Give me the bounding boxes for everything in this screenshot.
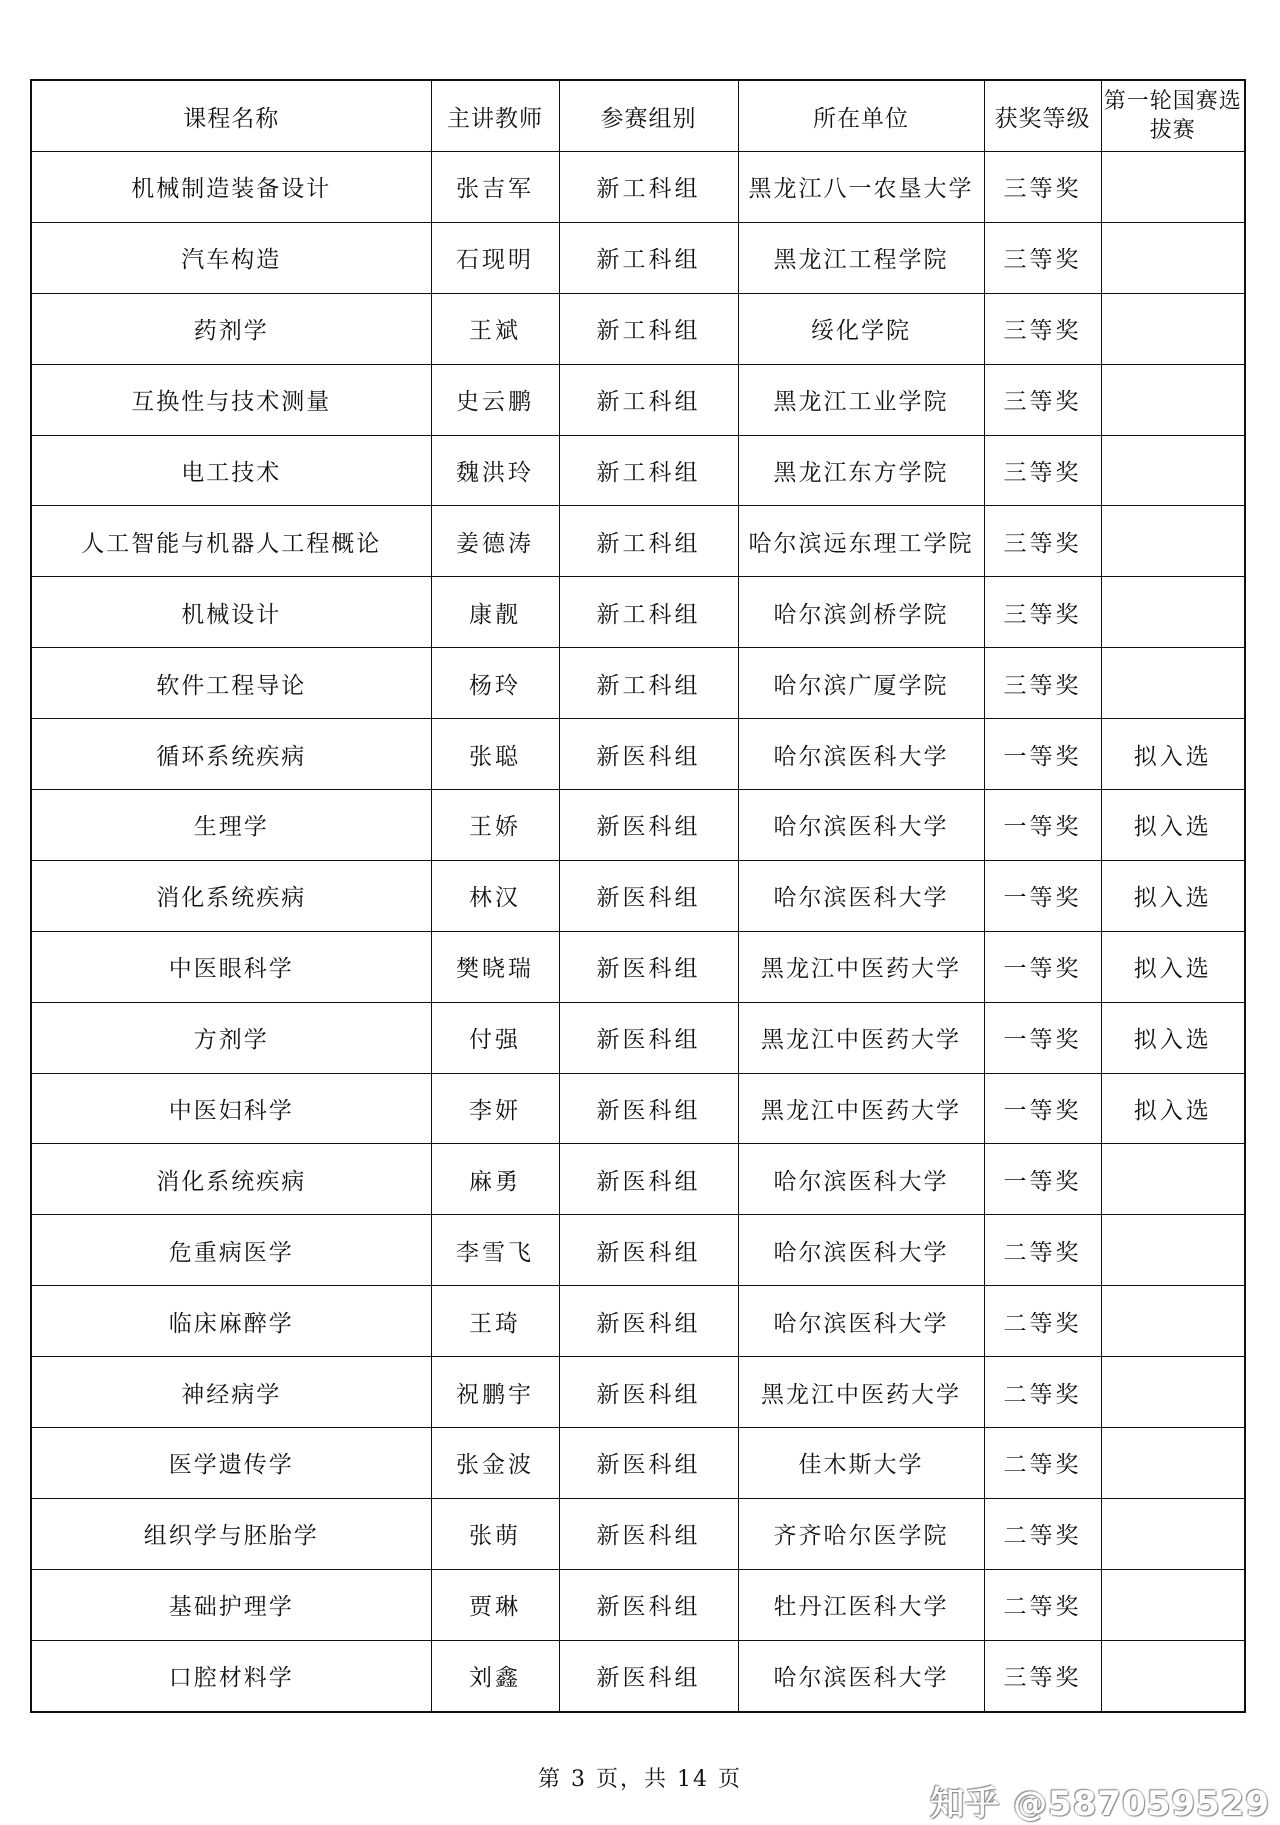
- cell-teacher: 李妍: [431, 1073, 559, 1144]
- watermark: 知乎 @587059529: [930, 1784, 1270, 1824]
- cell-national: [1101, 1640, 1245, 1711]
- header-row: [31, 80, 1245, 152]
- cell-teacher: 贾琳: [431, 1569, 559, 1640]
- cell-national: [1101, 1144, 1245, 1215]
- cell-unit: 哈尔滨医科大学: [738, 1286, 984, 1357]
- award-table: [30, 79, 1246, 1713]
- table-row: [31, 1215, 1245, 1286]
- cell-teacher: 石现明: [431, 222, 559, 293]
- table-row: [31, 1640, 1245, 1711]
- cell-course: 机械设计: [31, 577, 431, 648]
- table-row: [31, 506, 1245, 577]
- cell-group: 新医科组: [559, 1640, 738, 1711]
- cell-unit: 黑龙江东方学院: [738, 435, 984, 506]
- table-row: [31, 719, 1245, 790]
- cell-group: 新工科组: [559, 648, 738, 719]
- cell-award: 一等奖: [984, 1144, 1101, 1215]
- cell-award: 二等奖: [984, 1215, 1101, 1286]
- cell-teacher: 姜德涛: [431, 506, 559, 577]
- cell-unit: 哈尔滨医科大学: [738, 1144, 984, 1215]
- cell-course: 人工智能与机器人工程概论: [31, 506, 431, 577]
- cell-teacher: 魏洪玲: [431, 435, 559, 506]
- cell-award: 二等奖: [984, 1498, 1101, 1569]
- cell-course: 基础护理学: [31, 1569, 431, 1640]
- cell-teacher: 樊晓瑞: [431, 931, 559, 1002]
- cell-national: 拟入选: [1101, 1073, 1245, 1144]
- cell-group: 新医科组: [559, 1144, 738, 1215]
- cell-teacher: 张聪: [431, 719, 559, 790]
- cell-teacher: 张金波: [431, 1428, 559, 1499]
- cell-unit: 黑龙江八一农垦大学: [738, 152, 984, 223]
- cell-award: 三等奖: [984, 648, 1101, 719]
- cell-course: 中医妇科学: [31, 1073, 431, 1144]
- cell-group: 新工科组: [559, 364, 738, 435]
- cell-unit: 哈尔滨剑桥学院: [738, 577, 984, 648]
- cell-unit: 黑龙江中医药大学: [738, 1073, 984, 1144]
- cell-national: [1101, 506, 1245, 577]
- header-national: 第一轮国赛选拔赛: [1101, 80, 1245, 152]
- cell-course: 消化系统疾病: [31, 860, 431, 931]
- cell-award: 三等奖: [984, 364, 1101, 435]
- cell-course: 机械制造装备设计: [31, 152, 431, 223]
- header-group: 参赛组别: [559, 80, 738, 152]
- cell-national: [1101, 293, 1245, 364]
- cell-teacher: 王琦: [431, 1286, 559, 1357]
- cell-group: 新工科组: [559, 577, 738, 648]
- cell-course: 医学遗传学: [31, 1428, 431, 1499]
- cell-unit: 黑龙江工程学院: [738, 222, 984, 293]
- cell-group: 新工科组: [559, 293, 738, 364]
- cell-course: 电工技术: [31, 435, 431, 506]
- cell-teacher: 刘鑫: [431, 1640, 559, 1711]
- cell-course: 汽车构造: [31, 222, 431, 293]
- table-row: [31, 1428, 1245, 1499]
- header-course: 课程名称: [31, 80, 431, 152]
- cell-unit: 黑龙江工业学院: [738, 364, 984, 435]
- cell-national: [1101, 1286, 1245, 1357]
- cell-award: 一等奖: [984, 719, 1101, 790]
- cell-unit: 绥化学院: [738, 293, 984, 364]
- cell-course: 中医眼科学: [31, 931, 431, 1002]
- cell-teacher: 祝鹏宇: [431, 1357, 559, 1428]
- cell-national: 拟入选: [1101, 931, 1245, 1002]
- cell-group: 新医科组: [559, 1498, 738, 1569]
- table-row: [31, 1569, 1245, 1640]
- cell-teacher: 杨玲: [431, 648, 559, 719]
- page-number: 第 3 页，共 14 页: [538, 1767, 742, 1792]
- cell-group: 新医科组: [559, 1073, 738, 1144]
- cell-award: 一等奖: [984, 1002, 1101, 1073]
- cell-group: 新工科组: [559, 222, 738, 293]
- cell-unit: 黑龙江中医药大学: [738, 1002, 984, 1073]
- cell-award: 一等奖: [984, 931, 1101, 1002]
- table-row: [31, 1498, 1245, 1569]
- cell-unit: 哈尔滨医科大学: [738, 860, 984, 931]
- cell-unit: 哈尔滨医科大学: [738, 1640, 984, 1711]
- table-row: [31, 1286, 1245, 1357]
- cell-course: 口腔材料学: [31, 1640, 431, 1711]
- cell-award: 二等奖: [984, 1428, 1101, 1499]
- table-row: [31, 860, 1245, 931]
- cell-group: 新医科组: [559, 790, 738, 861]
- cell-teacher: 史云鹏: [431, 364, 559, 435]
- cell-award: 二等奖: [984, 1569, 1101, 1640]
- cell-national: 拟入选: [1101, 790, 1245, 861]
- cell-teacher: 王斌: [431, 293, 559, 364]
- table-row: [31, 790, 1245, 861]
- cell-teacher: 林汉: [431, 860, 559, 931]
- cell-course: 危重病医学: [31, 1215, 431, 1286]
- cell-award: 一等奖: [984, 860, 1101, 931]
- table-row: [31, 1002, 1245, 1073]
- cell-group: 新医科组: [559, 1002, 738, 1073]
- header-teacher: 主讲教师: [431, 80, 559, 152]
- table-row: [31, 364, 1245, 435]
- cell-unit: 哈尔滨医科大学: [738, 1215, 984, 1286]
- cell-unit: 齐齐哈尔医学院: [738, 1498, 984, 1569]
- cell-national: [1101, 1215, 1245, 1286]
- cell-national: [1101, 364, 1245, 435]
- cell-teacher: 康靓: [431, 577, 559, 648]
- table-row: [31, 1073, 1245, 1144]
- cell-group: 新医科组: [559, 860, 738, 931]
- cell-unit: 哈尔滨广厦学院: [738, 648, 984, 719]
- table-row: [31, 577, 1245, 648]
- cell-unit: 哈尔滨远东理工学院: [738, 506, 984, 577]
- cell-unit: 佳木斯大学: [738, 1428, 984, 1499]
- cell-award: 一等奖: [984, 1073, 1101, 1144]
- cell-national: [1101, 435, 1245, 506]
- cell-course: 消化系统疾病: [31, 1144, 431, 1215]
- cell-award: 三等奖: [984, 577, 1101, 648]
- header-award: 获奖等级: [984, 80, 1101, 152]
- cell-group: 新医科组: [559, 719, 738, 790]
- cell-award: 三等奖: [984, 222, 1101, 293]
- cell-unit: 哈尔滨医科大学: [738, 719, 984, 790]
- cell-national: [1101, 1569, 1245, 1640]
- cell-award: 三等奖: [984, 1640, 1101, 1711]
- cell-unit: 哈尔滨医科大学: [738, 790, 984, 861]
- cell-teacher: 王娇: [431, 790, 559, 861]
- cell-group: 新工科组: [559, 506, 738, 577]
- cell-teacher: 李雪飞: [431, 1215, 559, 1286]
- cell-award: 三等奖: [984, 152, 1101, 223]
- cell-teacher: 张萌: [431, 1498, 559, 1569]
- cell-group: 新医科组: [559, 931, 738, 1002]
- cell-course: 互换性与技术测量: [31, 364, 431, 435]
- header-unit: 所在单位: [738, 80, 984, 152]
- table-row: [31, 222, 1245, 293]
- table-row: [31, 435, 1245, 506]
- table-row: [31, 1144, 1245, 1215]
- cell-national: [1101, 577, 1245, 648]
- cell-national: [1101, 648, 1245, 719]
- cell-national: 拟入选: [1101, 1002, 1245, 1073]
- cell-unit: 黑龙江中医药大学: [738, 931, 984, 1002]
- cell-national: [1101, 1428, 1245, 1499]
- cell-award: 三等奖: [984, 435, 1101, 506]
- table-row: [31, 931, 1245, 1002]
- cell-course: 神经病学: [31, 1357, 431, 1428]
- table-row: [31, 1357, 1245, 1428]
- cell-national: [1101, 1498, 1245, 1569]
- cell-course: 软件工程导论: [31, 648, 431, 719]
- cell-course: 药剂学: [31, 293, 431, 364]
- table-body: [31, 152, 1245, 1712]
- cell-course: 生理学: [31, 790, 431, 861]
- cell-teacher: 付强: [431, 1002, 559, 1073]
- cell-group: 新医科组: [559, 1428, 738, 1499]
- cell-unit: 牡丹江医科大学: [738, 1569, 984, 1640]
- cell-national: 拟入选: [1101, 860, 1245, 931]
- cell-award: 一等奖: [984, 790, 1101, 861]
- cell-group: 新医科组: [559, 1569, 738, 1640]
- cell-course: 方剂学: [31, 1002, 431, 1073]
- cell-group: 新医科组: [559, 1215, 738, 1286]
- cell-award: 三等奖: [984, 506, 1101, 577]
- cell-course: 组织学与胚胎学: [31, 1498, 431, 1569]
- cell-group: 新工科组: [559, 435, 738, 506]
- cell-national: 拟入选: [1101, 719, 1245, 790]
- cell-course: 循环系统疾病: [31, 719, 431, 790]
- cell-group: 新医科组: [559, 1286, 738, 1357]
- cell-national: [1101, 152, 1245, 223]
- cell-group: 新医科组: [559, 1357, 738, 1428]
- cell-group: 新工科组: [559, 152, 738, 223]
- cell-award: 二等奖: [984, 1286, 1101, 1357]
- table-row: [31, 648, 1245, 719]
- cell-award: 三等奖: [984, 293, 1101, 364]
- cell-course: 临床麻醉学: [31, 1286, 431, 1357]
- table-row: [31, 293, 1245, 364]
- cell-national: [1101, 222, 1245, 293]
- table-row: [31, 152, 1245, 223]
- cell-teacher: 张吉军: [431, 152, 559, 223]
- cell-unit: 黑龙江中医药大学: [738, 1357, 984, 1428]
- cell-award: 二等奖: [984, 1357, 1101, 1428]
- cell-national: [1101, 1357, 1245, 1428]
- cell-teacher: 麻勇: [431, 1144, 559, 1215]
